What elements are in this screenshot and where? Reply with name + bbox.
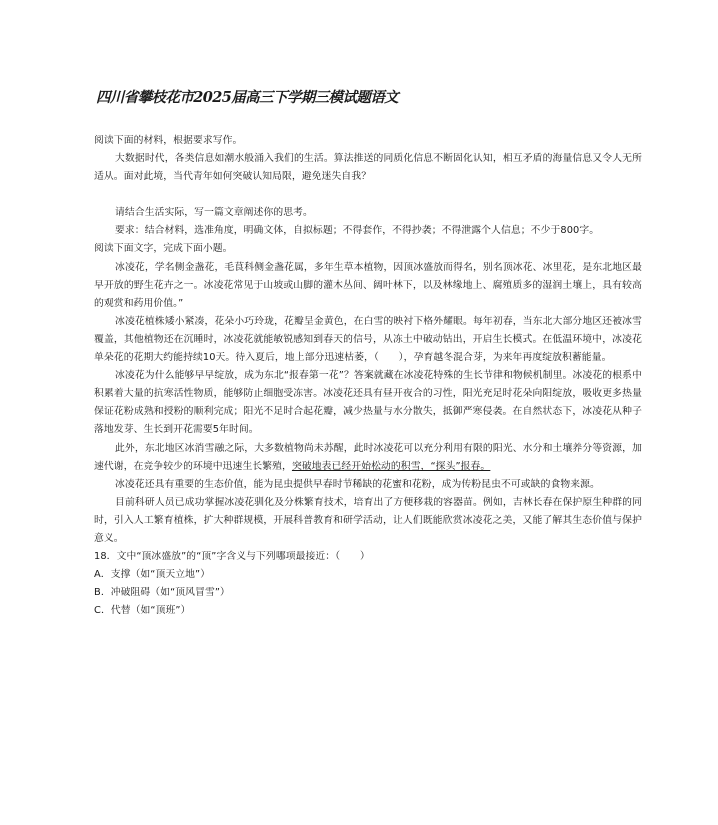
question-stem: 18．文中“顶冰盛放”的“顶”字含义与下列哪项最接近：（ ） [94, 551, 370, 563]
document-body [94, 132, 642, 620]
paragraph-4-text: 此外，东北地区冰消雪融之际，大多数植物尚未苏醒，此时冰凌花可以充分利用有限的阳光、水分和土壤养分等资源，加速代谢，在竞争较少的环境中迅速生长繁殖， [94, 442, 642, 472]
reading-paragraph-1: 冰凌花，学名侧金盏花，毛茛科侧金盏花属，多年生草本植物，因顶冰盛放而得名，别名顶冰花、冰里花，是东北地区最早开放的野生花卉之一。冰凌花常见于山坡或山脚的灌木丛间、阔叶林下，以及林缘地上、腐殖质多的湿润土壤上，具有较高的观赏和药用价值。” [94, 261, 642, 309]
option-a: A．支撑（如“顶天立地”） [94, 569, 211, 581]
reading-paragraph-4 [94, 440, 642, 476]
underlined-sentence: 突破地表已经开始松动的积雪，“探头”报春。 [291, 460, 491, 472]
option-b: B．冲破阻碍（如“顶风冒雪”） [94, 587, 230, 599]
reading-paragraph-2: 冰凌花植株矮小紧凑，花朵小巧玲珑，花瓣呈金黄色，在白雪的映衬下格外耀眼。每年初春，当东北大部分地区还被冰雪覆盖，其他植物还在沉睡时，冰凌花就能敏锐感知到春天的信号，从冻土中破动钻出，开启生长模式。在低温环境中，冰凌花单朵花的花期大约能持续10天。待入夏后，地上部分迅速枯萎，（ ），孕育越冬混合芽，为来年再度绽放积蓄能量。 [94, 315, 642, 364]
reading-paragraph-3: 冰凌花为什么能够早早绽放，成为东北“报春第一花”？答案就藏在冰凌花特殊的生长节律和物候机制里。冰凌花的根系中积累着大量的抗寒活性物质，能够防止细胞受冻害。冰凌花还具有昼开夜合的习性，阳光充足时花朵向阳绽放，吸收更多热量保证花粉成熟和授粉的顺利完成；阳光不足时合起花瓣，减少热量与水分散失，抵御严寒侵袭。在自然状态下，冰凌花从种子落地发芽、生长到开花需要5年时间。 [94, 370, 642, 436]
reading-intro: 阅读下面文字，完成下面小题。 [94, 243, 233, 255]
writing-intro: 阅读下面的材料，根据要求写作。 [94, 135, 243, 146]
blank-line [94, 186, 642, 204]
writing-prompt: 请结合生活实际，写一篇文章阐述你的思考。 [115, 207, 313, 219]
document-title: 四川省攀枝花市2025届高三下学期三模试题语文 [96, 89, 399, 106]
reading-paragraph-6: 目前科研人员已成功掌握冰凌花驯化及分株繁育技术，培育出了方便移栽的容器苗。例如，吉林长春在保护原生种群的同时，引入人工繁育植株，扩大种群规模，开展科普教育和研学活动，让人们既能欣赏冰凌花之美，又能了解其生态价值与保护意义。 [94, 496, 642, 544]
reading-paragraph-5: 冰凌花还具有重要的生态价值，能为昆虫提供早春时节稀缺的花蜜和花粉，成为传粉昆虫不可或缺的食物来源。 [115, 478, 600, 490]
writing-material: 大数据时代，各类信息如潮水般涌入我们的生活。算法推送的同质化信息不断固化认知，相互矛盾的海量信息又令人无所适从。面对此境，当代青年如何突破认知局限，避免迷失自我？ [94, 153, 642, 183]
option-c: C．代替（如“顶班”） [94, 605, 191, 617]
writing-requirements: 要求：结合材料，选准角度，明确文体，自拟标题；不得套作，不得抄袭；不得泄露个人信息；不少于800字。 [115, 225, 600, 237]
